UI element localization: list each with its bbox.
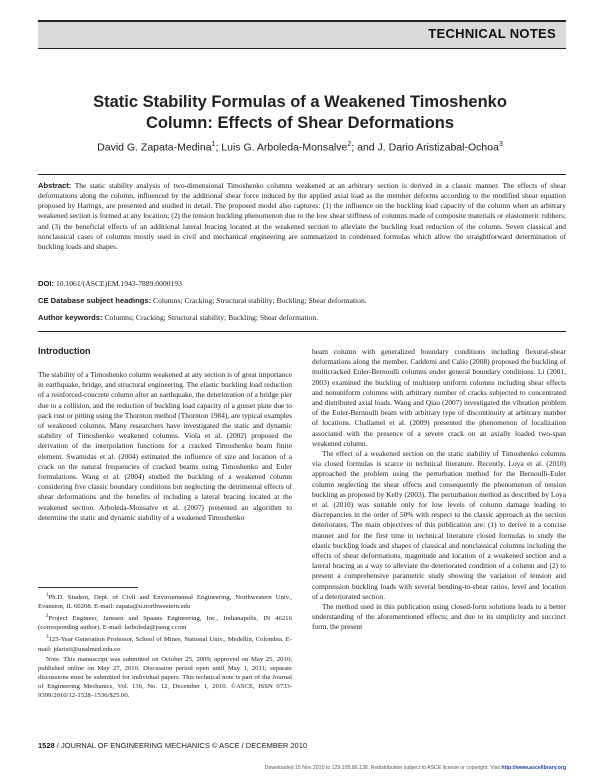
journal-info: / JOURNAL OF ENGINEERING MECHANICS © ASCE / DECEMBER 2010	[54, 741, 308, 750]
author-keywords	[38, 313, 566, 322]
keywords-label: Author keywords:	[38, 313, 103, 322]
abstract-label: Abstract:	[38, 181, 72, 190]
footnotes	[38, 591, 292, 701]
download-notice	[265, 765, 566, 771]
page-number: 1528	[38, 741, 55, 750]
doi-value[interactable]: 10.1061/(ASCE)EM.1943-7889.0000193	[55, 279, 182, 288]
footnote-1: $^1$Ph.D. Student, Dept. of Civil and Environmental Engineering, Northwestern Univ., Evanston, IL 60208. E-mail: zapata@u.northwestern.edu	[38, 593, 292, 611]
author-name: J. Dario Aristizabal-Ochoa	[377, 141, 499, 154]
author-affiliation-mark: 2	[347, 141, 352, 148]
footnote-mark: 3	[46, 635, 49, 641]
keywords-text: Columns; Cracking; Structural stability; Buckling; Shear deformation.	[104, 313, 319, 322]
abstract-text: The static stability analysis of two-dimensional Timoshenko columns weakened at an arbitrary section is derived in a classic manner. The effects of shear deformations along the column, influenced by the additional shear force induced by the applied axial load as the member deforms according to the modified shear equation proposed by Haringx, are presented and studied in detail. The proposed model also captures: (1) the influence on the buckling load capacity of the column when an arbitrary weakened section is formed at any location; (2) the tension buckling phenomenon due to the low shear stiffness of columns made of composite materials or elastomeric rubbers; and (3) the beneficial effects of an additional lateral bracing located at the weakened section to alleviate the buckling load reduction of the column. Seven classical and nonclassical cases of columns mostly used in civil and mechanical engineering are summarized in condensed formulas which allow the straightforward determination of buckling loads and shapes.	[38, 181, 566, 251]
left-column	[38, 370, 292, 523]
footnote-mark: 1	[46, 593, 49, 598]
footnote-note: Note. This manuscript was submitted on October 25, 2009; approved on May 25, 2010; published online on May 27, 2010. Discussion period open until May 1, 2011; separate discussions must be submitted for individual papers. This technical note is part of the Journal of Engineering Mechanics, Vol. 136, No. 12, December 1, 2010. ©ASCE, ISSN 0733-9399/2010/12-1528–1536/$25.00.	[38, 655, 292, 699]
section-header-bar	[38, 20, 566, 49]
introduction-heading: Introduction	[38, 346, 91, 356]
download-text: Downloaded 15 Nov 2010 to 129.105.86.138. Redistribution subject to ASCE license or copyright. Visit	[264, 765, 500, 771]
page-footer	[38, 741, 307, 750]
abstract-bottom-rule	[38, 331, 566, 332]
ce-headings-label: CE Database subject headings:	[38, 296, 152, 305]
article-title	[40, 92, 560, 134]
abstract	[38, 181, 566, 252]
abstract-top-rule	[38, 174, 566, 175]
author-affiliation-mark: 3	[498, 141, 503, 148]
intro-paragraph-1-cont: beam column with generalized boundary conditions including flexural-shear deformations along the member. Caddemi and Calio (2008) proposed the buckling of multicracked Euler-Bernoulli columns under general boundary conditions. Li (2001, 2003) examined the buckling of multistep uniform columns including shear effects and nonuniform columns with arbitrary number of cracks subjected to concentrated and distributed axial loads. Wang and Qiao (2007) investigated the vibration problem of the Euler-Bernoulli beam with arbitrary type of discontinuity at arbitrary number of locations. Challamel et al. (2009) presented the phenomenon of localization associated with the presence of a severe crack on an axially loaded two-span weakened column.	[312, 347, 566, 448]
footnote-3: $^3$125-Year Generation Professor, School of Mines, National Univ., Medellin, Colombia. E-mail: jdaristi@unalmed.edu.co	[38, 635, 292, 653]
ascelibrary-link[interactable]: http://www.ascelibrary.org	[501, 765, 566, 771]
doi-label: DOI:	[38, 279, 55, 288]
author-separator: ; and	[351, 141, 378, 154]
intro-paragraph-2: The effect of a weakened section on the static stability of Timoshenko columns via closed formulas is scarce in technical literature. Recently, Loya et al. (2010) approached the problem using the perturbation method for the Bernoulli-Euler column neglecting the shear effects and consequently the phenomenon of tension buckling as proposed by Kelly (2003). The perturbation method as described by Loya et al. (2010) was suitable only for low levels of column damage leading to discrepancies in the order of 50% with respect to the classic approach as the section deteriorates. The main objectives of this publication are: (1) to derive in a concise manner and for the first time in technical literature closed formulas to study the elastic buckling loads and shapes of classical and nonclassical columns including the effects of shear deformations, magnitude and location of a weakened section and a lateral bracing as a way to alleviate the deteriorated condition of a column and (2) to present a comprehensive parametric study showing the variation of tension and compression buckling loads with several bending-to-shear ratios, level and location of a deteriorated section.	[312, 449, 566, 601]
ce-database-headings	[38, 296, 566, 305]
author-affiliation-mark: 1	[211, 141, 216, 148]
intro-paragraph-1: The stability of a Timoshenko column weakened at any section is of great importance in earthquake, bridge, and structural engineering. The elastic buckling load reduction of a reinforced-concrete column after an earthquake, the deterioration of a bridge pier due to a collision, and the reduction of buckling load capacity of a gusset plate due to pack rust or pitting using the Thornton method (Thornton 1984), are typical examples of weakened columns. Many researchers have investigated the static and dynamic stability of Timoshenko weakened columns. Viola et al. (2002) proposed the derivation of the interpolation functions for a cracked Timoshenko beam finite element. Swamidas et al. (2004) estimated the influence of size and location of a crack on the natural frequencies of cracked beams using Timoshenko and Euler formulations. Wang et al. (2004) studied the buckling of a weakened column considering five classic boundary conditions but neglecting the detrimental effects of shear deformations and the benefits of including a lateral bracing located at the weakened section. Arboleda-Monsalve et al. (2007) presented an algorithm to determine the static and dynamic stability of a weakened Timoshenko	[38, 370, 292, 522]
ce-headings-text: Columns; Cracking; Structural stability; Buckling; Shear deformation.	[153, 296, 367, 305]
author-name: David G. Zapata-Medina	[97, 141, 212, 154]
intro-paragraph-3: The method used in this publication using closed-form solutions leads to a better understanding of the aforementioned effects; and due to its simplicity and succinct form, the present	[312, 602, 566, 632]
author-list	[40, 141, 560, 154]
footnote-2: $^2$Project Engineer, Janssen and Spaans Engineering, Inc., Indianapolis, IN 46216 (corresponding author). E-mail: larboleda@jseng r.com	[38, 614, 292, 632]
section-label: TECHNICAL NOTES	[428, 26, 556, 41]
right-column	[312, 347, 566, 633]
footnote-rule	[38, 587, 138, 588]
title-line-2: Column: Effects of Shear Deformations	[145, 114, 455, 132]
author-separator: ;	[215, 141, 222, 154]
footnote-mark: 2	[46, 614, 49, 620]
author-name: Luis G. Arboleda-Monsalve	[221, 141, 348, 154]
title-line-1: Static Stability Formulas of a Weakened Timoshenko	[93, 93, 507, 111]
doi-line	[38, 279, 566, 288]
